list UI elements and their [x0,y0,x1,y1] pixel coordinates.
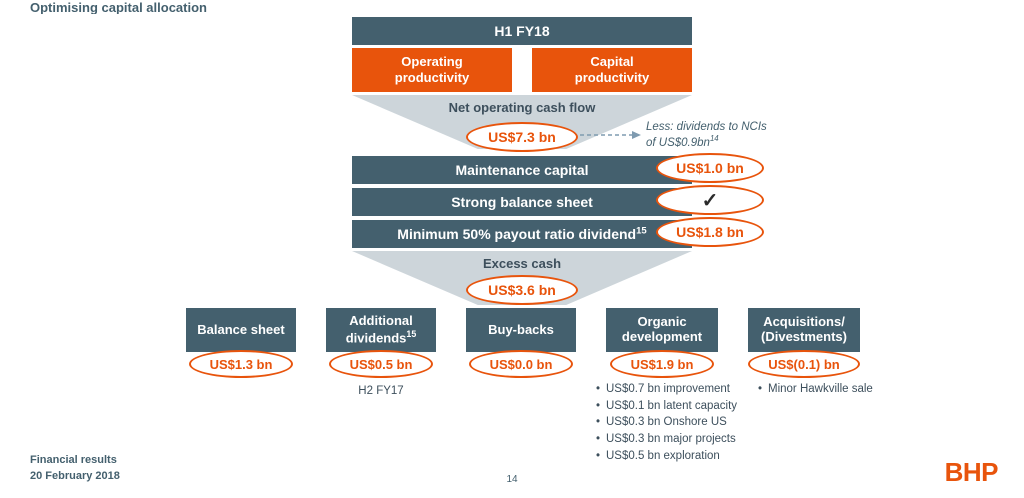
allocation-value-acquisitions-text: US$(0.1) bn [768,356,840,372]
allocation-title-additional-dividends-line2: dividends [345,330,407,346]
allocation-bullets-acquisitions-divestments [758,381,938,398]
allocation-value-additional-dividends-text: US$0.5 bn [349,356,413,372]
nci-dividends-note [646,120,846,151]
operating-productivity-line2: productivity [394,70,470,85]
allocation-title-buy-backs-line1: Buy-backs [488,321,554,337]
footer-line1: Financial results [30,454,117,467]
operating-productivity-box [352,48,512,92]
maintenance-capital-label: Maintenance capital [455,161,589,178]
period-box-label: H1 FY18 [494,22,550,39]
strong-balance-sheet-value [656,185,764,215]
excess-cash-value-text: US$3.6 bn [488,282,556,298]
check-icon: ✓ [701,189,719,212]
allocation-title-organic-development-line1: Organic [637,314,687,330]
capital-productivity-line2: productivity [574,70,650,85]
list-item: • US$0.5 bn exploration [596,448,786,465]
allocation-value-balance-sheet [189,350,293,378]
allocation-title-additional-dividends-superscript: 15 [406,328,417,339]
header-title-fragment: Optimising capital allocation [30,0,207,14]
allocation-title-balance-sheet-line1: Balance sheet [197,321,285,337]
nci-note-line2: of US$0.9bn [646,137,710,150]
nci-arrow-icon [580,128,642,142]
capital-productivity-box [532,48,692,92]
allocation-value-organic-development [610,350,714,378]
list-item: • US$0.3 bn Onshore US [596,414,786,431]
net-operating-cash-flow-value-text: US$7.3 bn [488,129,556,145]
minimum-payout-dividend-value [656,217,764,247]
allocation-box-additional-dividends [326,308,436,352]
allocation-title-acquisitions-line2: (Divestments) [761,329,847,344]
list-item: • US$0.1 bn latent capacity [596,398,786,415]
maintenance-capital-value [656,153,764,183]
minimum-payout-dividend-box [352,220,692,248]
list-item: • Minor Hawkville sale [758,381,938,398]
allocation-box-buy-backs [466,308,576,352]
nci-note-superscript: 14 [709,134,719,144]
allocation-value-balance-sheet-text: US$1.3 bn [209,356,273,372]
allocation-subnote-additional-dividends: H2 FY17 [358,385,404,397]
strong-balance-sheet-label: Strong balance sheet [451,193,593,210]
maintenance-capital-box [352,156,692,184]
allocation-title-organic-development-line2: development [621,329,703,344]
operating-productivity-line1: Operating [401,54,463,70]
strong-balance-sheet-box [352,188,692,216]
excess-cash-label: Excess cash [482,256,562,271]
net-operating-cash-flow-value [466,122,578,152]
allocation-box-balance-sheet [186,308,296,352]
allocation-value-buy-backs-text: US$0.0 bn [489,356,553,372]
allocation-value-organic-development-text: US$1.9 bn [630,356,694,372]
page-number: 14 [506,474,518,485]
allocation-box-organic-development [606,308,718,352]
footer-line2: 20 February 2018 [30,470,120,483]
allocation-value-additional-dividends [329,350,433,378]
list-item: • US$0.7 bn improvement [596,381,786,398]
allocation-box-acquisitions-divestments [748,308,860,352]
capital-productivity-line1: Capital [590,54,634,70]
maintenance-capital-value-text: US$1.0 bn [676,160,744,176]
allocation-value-acquisitions-divestments [748,350,860,378]
allocation-value-buy-backs [469,350,573,378]
net-operating-cash-flow-label: Net operating cash flow [448,100,596,115]
allocation-title-acquisitions-line1: Acquisitions/ [763,314,845,330]
bhp-logo: BHP [944,457,998,487]
list-item: • US$0.3 bn major projects [596,431,786,448]
minimum-payout-dividend-superscript: 15 [636,225,647,237]
nci-note-line1: Less: dividends to NCIs [646,121,767,133]
period-box [352,17,692,45]
minimum-payout-dividend-label: Minimum 50% payout ratio dividend [397,225,637,242]
allocation-title-additional-dividends-line1: Additional [349,312,413,328]
minimum-payout-dividend-value-text: US$1.8 bn [676,224,744,240]
excess-cash-value [466,275,578,305]
